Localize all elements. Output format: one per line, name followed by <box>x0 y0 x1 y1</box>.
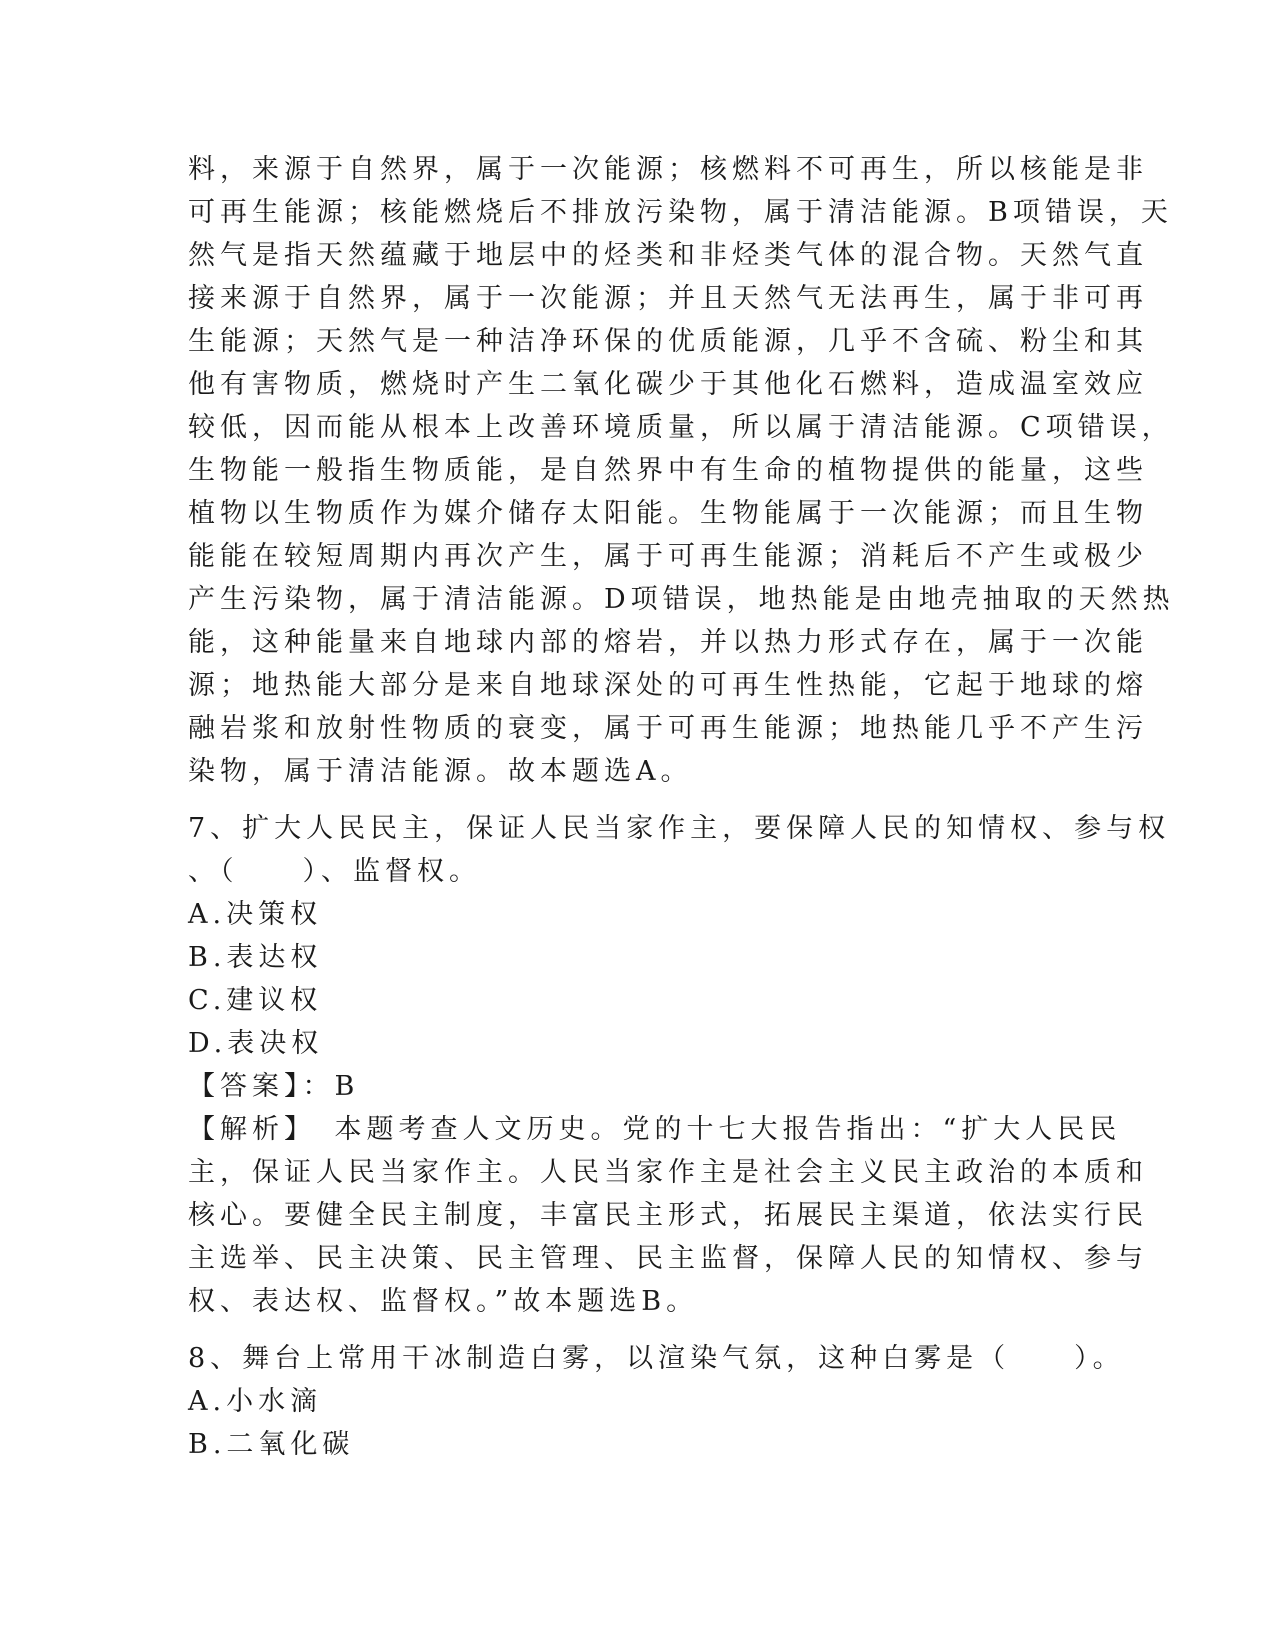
paragraph-line: 能，这种能量来自地球内部的熔岩，并以热力形式存在，属于一次能 <box>188 627 1148 658</box>
option-d: D.表决权 <box>188 1028 324 1059</box>
option-c: C.建议权 <box>188 985 323 1016</box>
question-stem: 8、舞台上常用干冰制造白雾，以渲染气氛，这种白雾是（ ）。 <box>188 1343 1125 1374</box>
paragraph-line: 植物以生物质作为媒介储存太阳能。生物能属于一次能源；而且生物 <box>188 498 1148 529</box>
spacer <box>188 1323 1088 1337</box>
question-stem: 、（ ）、监督权。 <box>188 856 481 887</box>
paragraph-line: 融岩浆和放射性物质的衰变，属于可再生能源；地热能几乎不产生污 <box>188 713 1148 744</box>
paragraph-line: 能能在较短周期内再次产生，属于可再生能源；消耗后不产生或极少 <box>188 541 1148 572</box>
paragraph-line: 接来源于自然界，属于一次能源；并且天然气无法再生，属于非可再 <box>188 283 1148 314</box>
question-8 <box>188 1337 1125 1466</box>
q6-explanation <box>188 148 1175 793</box>
analysis-line: 权、表达权、监督权。”故本题选B。 <box>188 1286 699 1317</box>
analysis-line: 核心。要健全民主制度，丰富民主形式，拓展民主渠道，依法实行民 <box>188 1200 1148 1231</box>
analysis-line: 【解析】 本题考查人文历史。党的十七大报告指出：“扩大人民民 <box>188 1114 1122 1145</box>
question-stem: 7、扩大人民民主，保证人民当家作主，要保障人民的知情权、参与权 <box>188 813 1171 844</box>
paragraph-line: 生能源；天然气是一种洁净环保的优质能源，几乎不含硫、粉尘和其 <box>188 326 1148 357</box>
paragraph-line: 他有害物质，燃烧时产生二氧化碳少于其他化石燃料，造成温室效应 <box>188 369 1148 400</box>
option-b: B.二氧化碳 <box>188 1429 355 1460</box>
analysis-line: 主选举、民主决策、民主管理、民主监督，保障人民的知情权、参与 <box>188 1243 1148 1274</box>
paragraph-line: 源；地热能大部分是来自地球深处的可再生性热能，它起于地球的熔 <box>188 670 1148 701</box>
paragraph-line: 可再生能源；核能燃烧后不排放污染物，属于清洁能源。B项错误，天 <box>188 197 1173 228</box>
spacer <box>188 793 1088 807</box>
option-a: A.小水滴 <box>188 1386 323 1417</box>
option-b: B.表达权 <box>188 942 323 973</box>
paragraph-line: 生物能一般指生物质能，是自然界中有生命的植物提供的能量，这些 <box>188 455 1148 486</box>
paragraph-line: 较低，因而能从根本上改善环境质量，所以属于清洁能源。C项错误， <box>188 412 1174 443</box>
analysis-line: 主，保证人民当家作主。人民当家作主是社会主义民主政治的本质和 <box>188 1157 1148 1188</box>
question-7 <box>188 807 1171 1323</box>
paragraph-line: 然气是指天然蕴藏于地层中的烃类和非烃类气体的混合物。天然气直 <box>188 240 1148 271</box>
document-body <box>188 148 1175 1466</box>
paragraph-line: 产生污染物，属于清洁能源。D项错误，地热能是由地壳抽取的天然热 <box>188 584 1175 615</box>
answer-line: 【答案】：B <box>188 1071 360 1102</box>
paragraph-line: 料，来源于自然界，属于一次能源；核燃料不可再生，所以核能是非 <box>188 154 1148 185</box>
paragraph-line: 染物，属于清洁能源。故本题选A。 <box>188 756 693 787</box>
option-a: A.决策权 <box>188 899 323 930</box>
